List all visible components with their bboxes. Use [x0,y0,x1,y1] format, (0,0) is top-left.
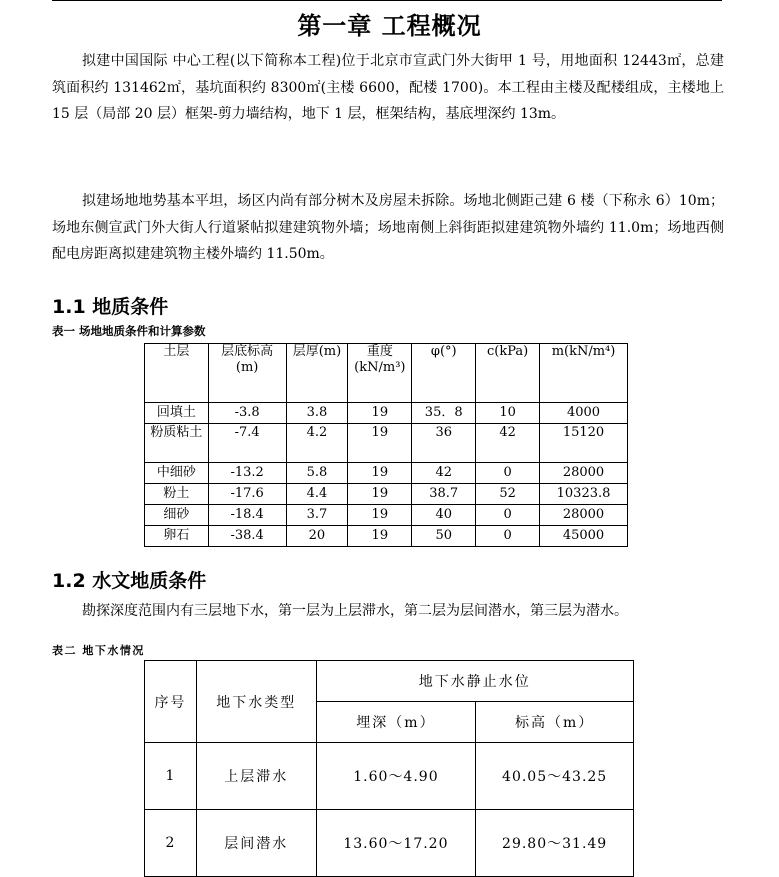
table-header-cell: c(kPa) [476,344,540,403]
table-cell: 中细砂 [145,463,209,484]
table-cell: 3.8 [286,403,348,424]
table-cell: 10 [476,403,540,424]
table-cell: 19 [348,526,412,547]
table-cell: 28000 [540,505,628,526]
chapter-title: 第一章 工程概况 [297,12,482,40]
table-cell: -18.4 [208,505,286,526]
table-header-cell: 重度(kN/m³) [348,344,412,403]
table-row [145,484,628,505]
table-header-cell: 埋深（m） [316,702,476,743]
geology-table [144,343,628,547]
table-cell: 0 [476,505,540,526]
table-cell: 42 [476,424,540,463]
table-cell: -38.4 [208,526,286,547]
table-header-cell: 层厚(m) [286,344,348,403]
table-cell: 50 [412,526,476,547]
groundwater-paragraph: 勘探深度范围内有三层地下水，第一层为上层滞水，第二层为层间潜水，第三层为潜水。 [82,603,628,619]
table1-caption: 表一 场地地质条件和计算参数 [52,324,206,338]
intro-paragraph: 拟建中国国际 中心工程(以下简称本工程)位于北京市宣武门外大街甲 1 号，用地面积 12443㎡，总建筑面积约 131462㎡，基坑面积约 8300㎡(主楼 6600，配楼 1700)。本工程由主楼及配楼组成，主楼地上 15 层（局部 20 层）框架-剪力墙结构，地下 1 层，框架结构，基底埋深约 13m。 [52,53,724,122]
table-header-cell: 地下水静止水位 [316,661,633,702]
table-header-cell: φ(°) [412,344,476,403]
table-header-cell: 层底标高(m) [208,344,286,403]
table-cell: 上层滞水 [196,743,316,810]
table-header-row [145,344,628,403]
section-geology-heading: 1.1 地质条件 [52,296,169,318]
table-cell: 1.60～4.90 [316,743,476,810]
table-cell: -17.6 [208,484,286,505]
table-cell: 40.05～43.25 [476,743,634,810]
table-cell: 28000 [540,463,628,484]
table-cell: 19 [348,424,412,463]
table-header-cell: 标高（m） [476,702,634,743]
table-cell: 回填土 [145,403,209,424]
table-row [145,403,628,424]
table-cell: 1 [145,743,197,810]
table-cell: 52 [476,484,540,505]
table-cell: 0 [476,463,540,484]
table-cell: 4.4 [286,484,348,505]
table-cell: 36 [412,424,476,463]
table-cell: -3.8 [208,403,286,424]
table-cell: 45000 [540,526,628,547]
table-row [145,463,628,484]
table-row [145,810,634,877]
table-cell: 19 [348,484,412,505]
table-cell: 细砂 [145,505,209,526]
table-cell: -7.4 [208,424,286,463]
table-cell: 卵石 [145,526,209,547]
table-cell: 19 [348,463,412,484]
table-cell: 4.2 [286,424,348,463]
table-cell: 3.7 [286,505,348,526]
site-paragraph: 拟建场地地势基本平坦，场区内尚有部分树木及房屋未拆除。场地北侧距己建 6 楼（下称永 6）10m；场地东侧宣武门外大街人行道紧帖拟建建筑物外墙；场地南侧上斜街距拟建建筑物外墙约 11.0m；场地西侧配电房距离拟建建筑物主楼外墙约 11.50m。 [52,193,724,262]
table-cell: 42 [412,463,476,484]
table-cell: 40 [412,505,476,526]
section-hydrogeology-heading: 1.2 水文地质条件 [52,570,207,592]
groundwater-table [144,660,634,877]
table-header-row [145,661,634,702]
table-cell: 13.60～17.20 [316,810,476,877]
table-row [145,526,628,547]
table-header-cell: 序号 [145,661,197,743]
top-rule [52,0,722,1]
table-row [145,743,634,810]
table-cell: 19 [348,505,412,526]
table-cell: 29.80～31.49 [476,810,634,877]
table-cell: 15120 [540,424,628,463]
table-cell: 2 [145,810,197,877]
table2-caption: 表二 地下水情况 [52,644,145,657]
table-cell: 20 [286,526,348,547]
table-cell: 粉土 [145,484,209,505]
table-cell: 19 [348,403,412,424]
table-row [145,505,628,526]
table-header-cell: 地下水类型 [196,661,316,743]
table-cell: 粉质粘土 [145,424,209,463]
table-cell: 4000 [540,403,628,424]
table-row [145,424,628,463]
table-header-cell: m(kN/m⁴) [540,344,628,403]
table-cell: 10323.8 [540,484,628,505]
table-cell: -13.2 [208,463,286,484]
table-cell: 0 [476,526,540,547]
table-cell: 35．8 [412,403,476,424]
table-cell: 38.7 [412,484,476,505]
table-header-cell: 土层 [145,344,209,403]
table-cell: 层间潜水 [196,810,316,877]
table-cell: 5.8 [286,463,348,484]
